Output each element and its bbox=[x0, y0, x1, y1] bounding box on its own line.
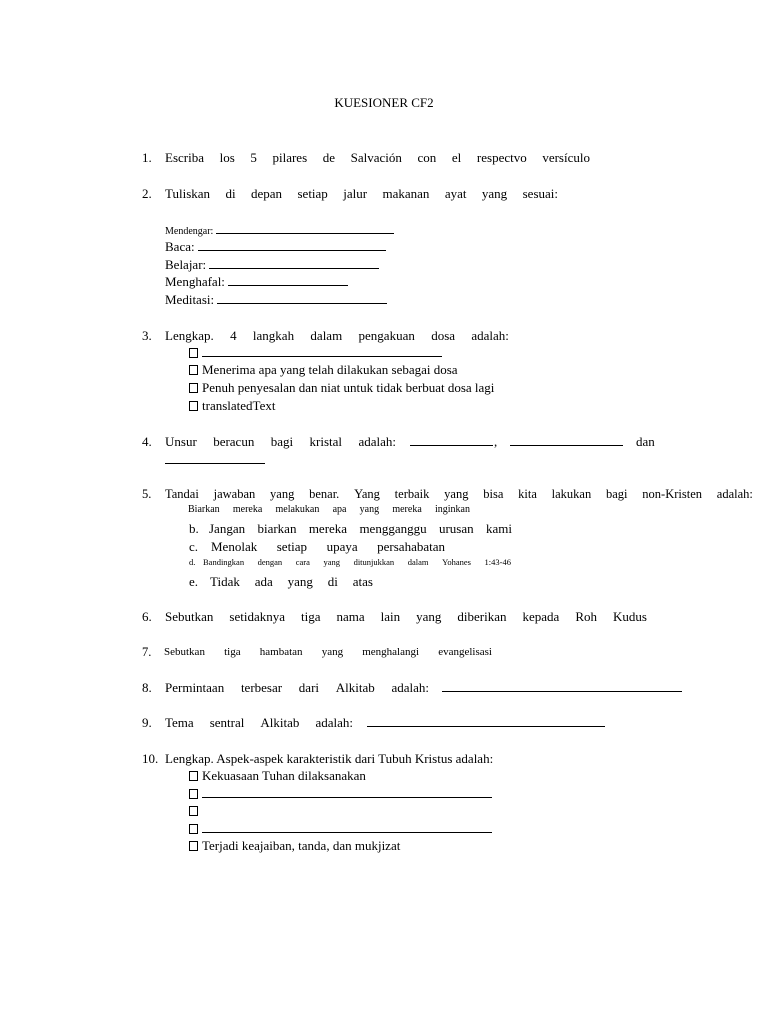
q10-item bbox=[189, 786, 492, 802]
q3-word: Lengkap. bbox=[165, 328, 214, 343]
q4-and: dan bbox=[636, 434, 655, 449]
field-label: Meditasi: bbox=[165, 292, 215, 307]
field-menghafal bbox=[165, 274, 348, 290]
q5-option-d[interactable] bbox=[203, 557, 511, 567]
option-word: Tidak bbox=[210, 574, 240, 589]
q3-word: adalah: bbox=[471, 328, 509, 343]
answer-line[interactable] bbox=[442, 680, 682, 692]
q6-word: Kudus bbox=[613, 609, 647, 624]
q2-text bbox=[165, 186, 558, 202]
option-word: dalam bbox=[407, 557, 429, 567]
q2-word: di bbox=[225, 186, 236, 201]
answer-line[interactable] bbox=[202, 786, 492, 798]
checkbox-icon[interactable] bbox=[189, 824, 198, 834]
checkbox-icon[interactable] bbox=[189, 365, 198, 375]
q1-word: el bbox=[451, 150, 462, 165]
q4-word: beracun bbox=[213, 434, 255, 449]
q1-text bbox=[165, 150, 590, 166]
option-word: atas bbox=[352, 574, 373, 589]
answer-line[interactable] bbox=[367, 715, 605, 727]
option-word: yang bbox=[287, 574, 313, 589]
q5-option-a[interactable] bbox=[188, 504, 470, 515]
field-label: Baca: bbox=[165, 239, 195, 254]
field-baca bbox=[165, 239, 386, 255]
option-word: persahabatan bbox=[377, 539, 445, 554]
q5-word: Tandai bbox=[165, 487, 199, 501]
q3-word: dosa bbox=[431, 328, 456, 343]
field-label: Mendengar: bbox=[165, 226, 214, 237]
q7-word: hambatan bbox=[259, 646, 303, 658]
q3-text bbox=[165, 328, 509, 344]
q1-word: de bbox=[322, 150, 336, 165]
q5-word: terbaik bbox=[394, 487, 430, 501]
option-word: Menolak bbox=[211, 539, 258, 554]
q4-number: 4. bbox=[142, 434, 152, 449]
option-word: melakukan bbox=[275, 504, 320, 515]
q7-word: yang bbox=[321, 646, 344, 658]
q3-item-text: translatedText bbox=[202, 398, 276, 413]
option-word: ditunjukkan bbox=[353, 557, 395, 567]
answer-line[interactable] bbox=[217, 292, 387, 304]
q1-word: los bbox=[219, 150, 235, 165]
q6-word: nama bbox=[336, 609, 365, 624]
q8-number: 8. bbox=[142, 680, 152, 695]
checkbox-icon[interactable] bbox=[189, 771, 198, 781]
q1-word: Escriba bbox=[165, 150, 204, 165]
q10-item bbox=[189, 768, 366, 784]
option-word: Yohanes bbox=[442, 557, 471, 567]
q2-word: makanan bbox=[382, 186, 430, 201]
q3-item bbox=[189, 362, 458, 378]
option-word: ada bbox=[254, 574, 273, 589]
option-word: upaya bbox=[326, 539, 358, 554]
option-word: mereka bbox=[308, 521, 348, 536]
q3-word: dalam bbox=[310, 328, 343, 343]
option-word: cara bbox=[295, 557, 310, 567]
q3-word: pengakuan bbox=[358, 328, 415, 343]
answer-line[interactable] bbox=[228, 274, 348, 286]
q5-word: bisa bbox=[483, 487, 504, 501]
q2-number: 2. bbox=[142, 186, 152, 201]
q2-word: setiap bbox=[297, 186, 328, 201]
option-label: e. bbox=[189, 574, 199, 589]
q7-word: tiga bbox=[224, 646, 241, 658]
q8-word: Permintaan bbox=[165, 680, 225, 695]
q4-word: Unsur bbox=[165, 434, 197, 449]
q5-word: lakukan bbox=[551, 487, 592, 501]
q8-word: adalah: bbox=[391, 680, 429, 695]
option-word: di bbox=[327, 574, 338, 589]
q2-word: depan bbox=[251, 186, 283, 201]
checkbox-icon[interactable] bbox=[189, 806, 198, 816]
option-label: c. bbox=[189, 539, 199, 554]
option-word: urusan bbox=[438, 521, 474, 536]
q1-word: respectvo bbox=[476, 150, 527, 165]
q6-word: diberikan bbox=[457, 609, 507, 624]
q6-word: setidaknya bbox=[229, 609, 285, 624]
q4-word: adalah: bbox=[358, 434, 396, 449]
checkbox-icon[interactable] bbox=[189, 789, 198, 799]
option-word: mereka bbox=[392, 504, 422, 515]
field-mendengar bbox=[165, 222, 394, 237]
q5-word: bagi bbox=[606, 487, 628, 501]
q1-word: Salvación bbox=[350, 150, 402, 165]
q7-text bbox=[164, 646, 492, 658]
q2-word: sesuai: bbox=[522, 186, 558, 201]
q1-number: 1. bbox=[142, 150, 152, 165]
q8-word: terbesar bbox=[240, 680, 283, 695]
q2-word: Tuliskan bbox=[165, 186, 211, 201]
q4-word: kristal bbox=[309, 434, 343, 449]
option-word: Biarkan bbox=[188, 504, 220, 515]
q3-item bbox=[189, 380, 494, 396]
checkbox-icon[interactable] bbox=[189, 401, 198, 411]
q7-word: evangelisasi bbox=[438, 646, 492, 658]
q10-text: Lengkap. Aspek-aspek karakteristik dari Tubuh Kristus adalah: bbox=[165, 751, 494, 766]
option-word: inginkan bbox=[434, 504, 470, 515]
q7-number: 7. bbox=[142, 645, 152, 659]
option-word: yang bbox=[323, 557, 340, 567]
q8-text bbox=[165, 680, 429, 696]
option-word: mengganggu bbox=[359, 521, 427, 536]
answer-line[interactable] bbox=[202, 821, 492, 833]
option-word: Bandingkan bbox=[203, 557, 245, 567]
q8-word: Alkitab bbox=[335, 680, 375, 695]
answer-line[interactable] bbox=[165, 452, 265, 464]
q5-word: kita bbox=[518, 487, 537, 501]
q6-word: yang bbox=[416, 609, 442, 624]
q6-word: Roh bbox=[575, 609, 597, 624]
answer-line[interactable] bbox=[209, 257, 379, 269]
q5-text bbox=[165, 487, 753, 502]
q5-word: benar. bbox=[309, 487, 340, 501]
q6-word: lain bbox=[380, 609, 401, 624]
option-word: mereka bbox=[232, 504, 263, 515]
q3-number: 3. bbox=[142, 328, 152, 343]
option-label: b. bbox=[189, 521, 199, 536]
field-label: Menghafal: bbox=[165, 274, 225, 289]
q3-item bbox=[189, 345, 442, 361]
q3-item bbox=[189, 398, 275, 414]
q6-word: Sebutkan bbox=[165, 609, 214, 624]
option-word: dengan bbox=[257, 557, 283, 567]
q1-word: 5 bbox=[250, 150, 257, 165]
q7-word: Sebutkan bbox=[164, 646, 205, 658]
q10-item-text: Terjadi keajaiban, tanda, dan mukjizat bbox=[202, 838, 401, 853]
q9-word: sentral bbox=[209, 715, 245, 730]
q5-word: Yang bbox=[354, 487, 380, 501]
option-word: apa bbox=[332, 504, 347, 515]
q2-word: jalur bbox=[343, 186, 368, 201]
q5-word: yang bbox=[270, 487, 295, 501]
q2-word: yang bbox=[481, 186, 508, 201]
checkbox-icon[interactable] bbox=[189, 841, 198, 851]
answer-line[interactable] bbox=[216, 222, 394, 234]
answer-line[interactable] bbox=[410, 434, 493, 446]
q7-word: menghalangi bbox=[362, 646, 420, 658]
q10-item bbox=[189, 803, 202, 819]
q6-word: kepada bbox=[522, 609, 560, 624]
q3-item-text: Menerima apa yang telah dilakukan sebagai dosa bbox=[202, 362, 458, 377]
q3-word: langkah bbox=[252, 328, 295, 343]
checkbox-icon[interactable] bbox=[189, 383, 198, 393]
q5-option-b[interactable] bbox=[209, 521, 512, 537]
field-label: Belajar: bbox=[165, 257, 207, 272]
q1-word: versículo bbox=[542, 150, 590, 165]
option-label: d. bbox=[189, 557, 196, 567]
q9-word: adalah: bbox=[315, 715, 353, 730]
option-word: 1:43-46 bbox=[484, 557, 511, 567]
checkbox-icon[interactable] bbox=[189, 348, 198, 358]
q4-text bbox=[165, 434, 396, 450]
option-word: Jangan bbox=[209, 521, 246, 536]
q5-word: adalah: bbox=[716, 487, 753, 501]
q9-word: Tema bbox=[165, 715, 194, 730]
q10-item bbox=[189, 838, 400, 854]
q3-word: 4 bbox=[230, 328, 237, 343]
q9-text bbox=[165, 715, 353, 731]
q1-word: pilares bbox=[272, 150, 308, 165]
comma: , bbox=[494, 434, 498, 449]
q6-number: 6. bbox=[142, 609, 152, 624]
q4-word: bagi bbox=[270, 434, 294, 449]
option-word: biarkan bbox=[257, 521, 297, 536]
q10-item bbox=[189, 821, 492, 837]
option-word: yang bbox=[359, 504, 380, 515]
option-word: setiap bbox=[276, 539, 308, 554]
answer-line[interactable] bbox=[202, 345, 442, 357]
q10-item-text: Kekuasaan Tuhan dilaksanakan bbox=[202, 768, 366, 783]
q2-word: ayat bbox=[444, 186, 467, 201]
page-title: KUESIONER CF2 bbox=[334, 95, 434, 110]
q9-number: 9. bbox=[142, 715, 152, 730]
field-meditasi bbox=[165, 292, 387, 308]
q5-word: non-Kristen bbox=[642, 487, 703, 501]
q6-text bbox=[165, 609, 647, 625]
q8-word: dari bbox=[298, 680, 320, 695]
q5-number: 5. bbox=[142, 487, 152, 501]
answer-line[interactable] bbox=[198, 239, 386, 251]
q6-word: tiga bbox=[300, 609, 321, 624]
option-word: kami bbox=[485, 521, 512, 536]
q5-word: jawaban bbox=[213, 487, 256, 501]
field-belajar bbox=[165, 257, 379, 273]
q10-number: 10. bbox=[142, 751, 159, 766]
q3-item-text: Penuh penyesalan dan niat untuk tidak berbuat dosa lagi bbox=[202, 380, 495, 395]
q5-option-c[interactable] bbox=[211, 539, 445, 555]
q5-word: yang bbox=[444, 487, 469, 501]
q1-word: con bbox=[417, 150, 437, 165]
q5-option-e[interactable] bbox=[210, 574, 373, 590]
answer-line[interactable] bbox=[510, 434, 623, 446]
q9-word: Alkitab bbox=[260, 715, 300, 730]
